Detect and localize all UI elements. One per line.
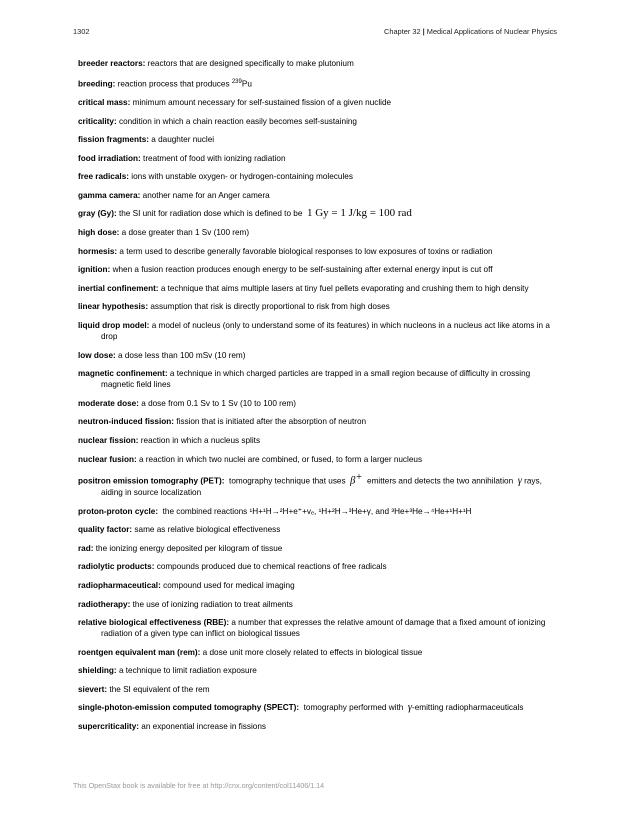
glossary-term: supercriticality:	[78, 722, 139, 732]
running-head	[384, 27, 557, 36]
glossary-definition: ions with unstable oxygen- or hydrogen-containing molecules	[131, 172, 353, 182]
glossary-definition: a dose unit more closely related to effects in biological tissue	[202, 647, 423, 657]
glossary-entry	[78, 227, 558, 238]
glossary-entry	[78, 264, 558, 275]
beta-charge: +	[355, 472, 363, 484]
glossary-term: fission fragments:	[78, 135, 149, 145]
glossary-definition-cont: emitters and detects the two annihilation	[367, 476, 514, 486]
glossary-definition: tomography performed with	[303, 703, 404, 713]
glossary-term: breeder reactors:	[78, 59, 146, 68]
glossary-entry	[78, 617, 558, 639]
glossary-term: nuclear fission:	[78, 436, 139, 446]
glossary-term: hormesis:	[78, 246, 118, 256]
glossary-term: nuclear fusion:	[78, 454, 137, 464]
glossary-definition: treatment of food with ionizing radiation	[143, 153, 286, 163]
glossary-term: low dose:	[78, 350, 116, 360]
glossary-definition: reactors that are designed specifically to make plutonium	[147, 59, 354, 68]
glossary-term: rad:	[78, 543, 94, 553]
glossary-entry	[78, 97, 558, 108]
chapter-title: Medical Applications of Nuclear Physics	[426, 27, 557, 36]
glossary-entry	[78, 580, 558, 591]
glossary-definition: compound used for medical imaging	[163, 580, 295, 590]
glossary-term: high dose:	[78, 228, 120, 238]
glossary-entry	[78, 171, 558, 182]
glossary-entry	[78, 350, 558, 361]
dose-equation: 1 Gy = 1 J/kg = 100 rad	[306, 207, 412, 220]
glossary-term: neutron-induced fission:	[78, 417, 174, 427]
glossary-definition: assumption that risk is directly proportional to risk from high doses	[150, 302, 390, 312]
glossary-entry	[78, 77, 558, 90]
glossary-definition: a dose greater than 1 Sv (100 rem)	[121, 228, 250, 238]
glossary-definition: a technique that aims multiple lasers at tiny fuel pellets evaporating and crushing them to high density	[160, 283, 529, 293]
header-separator: |	[422, 27, 425, 36]
glossary-definition: the use of ionizing radiation to treat ailments	[132, 599, 293, 609]
glossary-definition: an exponential increase in fissions	[141, 722, 266, 732]
glossary-entry	[78, 398, 558, 409]
glossary-definition: compounds produced due to chemical reactions of free radicals	[156, 562, 387, 572]
glossary-entry	[78, 416, 558, 427]
glossary-entry	[78, 543, 558, 554]
glossary-entry	[78, 684, 558, 695]
gamma-symbol: γ	[517, 475, 522, 487]
glossary-term: gray (Gy):	[78, 209, 117, 219]
glossary-definition: a number that expresses the relative amount of damage that a fixed amount of ionizing radiation of a given type can inflict on biological tissues	[101, 618, 546, 639]
glossary-entry	[78, 320, 558, 342]
glossary-entry	[78, 208, 558, 219]
glossary-term: criticality:	[78, 116, 117, 126]
glossary-definition: the SI equivalent of the rem	[109, 684, 210, 694]
glossary-entry	[78, 153, 558, 164]
glossary-definition: reaction process that produces	[117, 79, 230, 89]
glossary-definition-end: -emitting radiopharmaceuticals	[412, 703, 524, 713]
glossary-entry	[78, 134, 558, 145]
glossary-entry	[78, 435, 558, 446]
glossary-entry	[78, 524, 558, 535]
glossary-entry	[78, 301, 558, 312]
glossary-definition: the ionizing energy deposited per kilogram of tissue	[95, 543, 283, 553]
glossary-term: moderate dose:	[78, 398, 139, 408]
glossary-definition: the combined reactions ¹H+¹H→²H+e⁺+vₑ, ¹H+²H→³He+γ, and ³He+³He→⁴He+¹H+¹H	[162, 506, 472, 516]
glossary-term: positron emission tomography (PET):	[78, 476, 225, 486]
glossary-term: ignition:	[78, 265, 111, 275]
glossary-term: roentgen equivalent man (rem):	[78, 647, 201, 657]
gamma-symbol: γ	[407, 702, 412, 714]
glossary-entry	[78, 116, 558, 127]
glossary-definition: a dose from 0.1 Sv to 1 Sv (10 to 100 rem)	[141, 398, 296, 408]
glossary-term: radiolytic products:	[78, 562, 155, 572]
glossary-term: magnetic confinement:	[78, 369, 168, 379]
glossary-term: critical mass:	[78, 97, 131, 107]
glossary-definition: a model of nucleus (only to understand some of its features) in which nucleons in a nucleus act like atoms in a drop	[101, 321, 550, 342]
glossary-definition: a technique in which charged particles are trapped in a small region because of difficulty in crossing magnetic field lines	[101, 369, 531, 390]
glossary-term: single-photon-emission computed tomography (SPECT):	[78, 703, 300, 713]
glossary-entry	[78, 190, 558, 201]
glossary-definition: reaction in which a nucleus splits	[140, 436, 261, 446]
glossary-term: linear hypothesis:	[78, 302, 149, 312]
chapter-label: Chapter 32	[384, 27, 421, 36]
glossary-definition: a reaction in which two nuclei are combined, or fused, to form a larger nucleus	[138, 454, 423, 464]
glossary-definition: minimum amount necessary for self-sustained fission of a given nuclide	[132, 97, 392, 107]
glossary-entry	[78, 561, 558, 572]
glossary-entry	[78, 721, 558, 732]
glossary-entry	[78, 665, 558, 676]
glossary-definition: a daughter nuclei	[151, 135, 215, 145]
glossary-definition: fission that is initiated after the absorption of neutron	[176, 417, 367, 427]
glossary-term: proton-proton cycle:	[78, 506, 159, 516]
glossary-entry	[78, 702, 558, 713]
page-number: 1302	[73, 27, 90, 36]
glossary-entry	[78, 599, 558, 610]
glossary-definition: another name for an Anger camera	[142, 190, 270, 200]
beta-symbol: β	[350, 475, 356, 487]
glossary-term: quality factor:	[78, 525, 133, 535]
glossary-definition: tomography technique that uses	[229, 476, 346, 486]
glossary-definition: a technique to limit radiation exposure	[118, 666, 257, 676]
glossary-term: free radicals:	[78, 172, 129, 182]
glossary-entry	[78, 368, 558, 390]
glossary-entry	[78, 506, 558, 517]
glossary-entry	[78, 283, 558, 294]
glossary-term: sievert:	[78, 684, 108, 694]
glossary-term: liquid drop model:	[78, 321, 150, 331]
glossary-term: relative biological effectiveness (RBE):	[78, 618, 230, 628]
page-footer: This OpenStax book is available for free at http://cnx.org/content/col11406/1.14	[73, 781, 325, 790]
glossary-definition-end: rays, aiding in source localization	[101, 476, 542, 497]
glossary	[78, 58, 558, 740]
glossary-definition: a dose less than 100 mSv (10 rem)	[118, 350, 246, 360]
glossary-term: food irradiation:	[78, 153, 141, 163]
glossary-term: gamma camera:	[78, 190, 141, 200]
glossary-term: shielding:	[78, 666, 117, 676]
glossary-definition: same as relative biological effectiveness	[134, 525, 281, 535]
glossary-definition: when a fusion reaction produces enough energy to be self-sustaining after external energy input is cut off	[112, 265, 493, 275]
glossary-entry	[78, 647, 558, 658]
glossary-entry	[78, 454, 558, 465]
glossary-definition: the SI unit for radiation dose which is defined to be	[118, 209, 303, 219]
glossary-term: radiopharmaceutical:	[78, 580, 161, 590]
glossary-definition: condition in which a chain reaction easily becomes self-sustaining	[118, 116, 357, 126]
glossary-entry	[78, 472, 558, 498]
glossary-definition: a term used to describe generally favorable biological responses to low exposures of toxins or radiation	[119, 246, 493, 256]
glossary-entry	[78, 58, 558, 69]
mass-number: 239	[231, 78, 242, 85]
glossary-term: inertial confinement:	[78, 283, 159, 293]
element-symbol: Pu	[241, 79, 252, 89]
glossary-entry	[78, 246, 558, 257]
glossary-term: radiotherapy:	[78, 599, 131, 609]
page-header	[73, 27, 557, 39]
glossary-term: breeding:	[78, 79, 116, 89]
